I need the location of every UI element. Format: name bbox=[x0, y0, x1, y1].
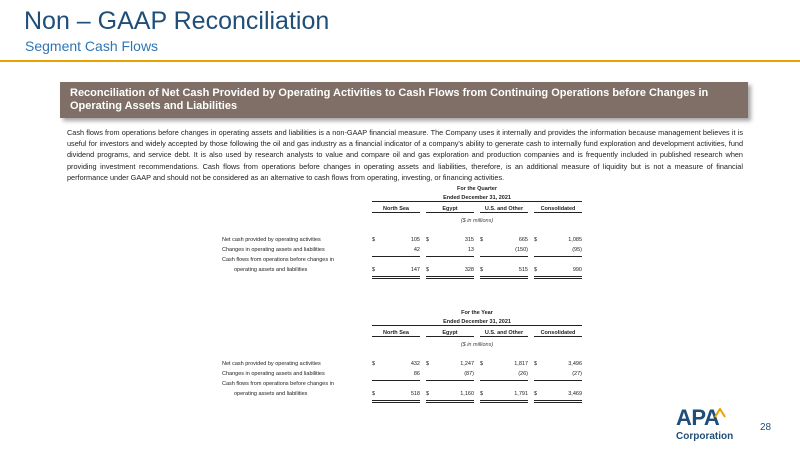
total-double-rule bbox=[534, 400, 582, 403]
quarter-period-line1: For the Quarter bbox=[456, 186, 498, 192]
units-note: ($ in millions) bbox=[460, 218, 494, 224]
section-banner-text: Reconciliation of Net Cash Provided by Operating Activities to Cash Flows from Continuing Operations before Changes in Operating Assets and Liabilities bbox=[70, 87, 709, 112]
total-double-rule bbox=[534, 276, 582, 279]
cell-value: 3,496 bbox=[568, 361, 582, 367]
column-header-consolidated: Consolidated bbox=[534, 206, 582, 213]
row-label: operating assets and liabilities bbox=[234, 267, 308, 273]
currency-symbol: $ bbox=[534, 361, 538, 367]
units-note: ($ in millions) bbox=[460, 342, 494, 348]
table-row bbox=[222, 381, 582, 391]
quarter-table bbox=[222, 186, 582, 286]
apa-logo bbox=[674, 405, 751, 448]
section-banner bbox=[60, 82, 748, 118]
currency-symbol: $ bbox=[426, 237, 430, 243]
currency-symbol: $ bbox=[534, 267, 538, 273]
table-row bbox=[222, 391, 582, 401]
column-header-egypt: Egypt bbox=[426, 206, 474, 213]
page-number: 28 bbox=[760, 422, 772, 433]
currency-symbol: $ bbox=[534, 391, 538, 397]
table-row bbox=[222, 257, 582, 267]
cell-value: 13 bbox=[467, 247, 474, 253]
row-label: operating assets and liabilities bbox=[234, 391, 308, 397]
cell-value: 1,791 bbox=[514, 391, 528, 397]
page-title: Non – GAAP Reconciliation bbox=[24, 7, 330, 35]
cell-value: 42 bbox=[413, 247, 420, 253]
currency-symbol: $ bbox=[372, 361, 376, 367]
cell-value: 105 bbox=[410, 237, 420, 243]
column-header-us-and-other: U.S. and Other bbox=[480, 206, 528, 213]
logo-corporation: Corporation bbox=[676, 431, 734, 442]
page-subtitle: Segment Cash Flows bbox=[25, 38, 159, 54]
cell-value: (87) bbox=[464, 371, 474, 377]
row-label: Cash flows from operations before changes in bbox=[222, 257, 334, 263]
cell-value: 990 bbox=[572, 267, 582, 273]
cell-value: (150) bbox=[515, 247, 528, 253]
currency-symbol: $ bbox=[480, 391, 484, 397]
currency-symbol: $ bbox=[372, 267, 376, 273]
cell-value: 147 bbox=[410, 267, 420, 273]
currency-symbol: $ bbox=[426, 391, 430, 397]
row-label: Changes in operating assets and liabilities bbox=[222, 371, 325, 377]
column-header-egypt: Egypt bbox=[426, 330, 474, 337]
table-row bbox=[222, 371, 582, 381]
column-header-north-sea: North Sea bbox=[372, 330, 420, 337]
currency-symbol: $ bbox=[534, 237, 538, 243]
cell-value: 1,160 bbox=[460, 391, 474, 397]
currency-symbol: $ bbox=[426, 361, 430, 367]
total-double-rule bbox=[426, 276, 474, 279]
row-label: Net cash provided by operating activities bbox=[222, 361, 321, 367]
quarter-period-line2: Ended December 31, 2021 bbox=[372, 195, 582, 202]
cell-value: 315 bbox=[464, 237, 474, 243]
currency-symbol: $ bbox=[426, 267, 430, 273]
table-row bbox=[222, 267, 582, 277]
currency-symbol: $ bbox=[480, 267, 484, 273]
cell-value: 518 bbox=[410, 391, 420, 397]
column-header-consolidated: Consolidated bbox=[534, 330, 582, 337]
total-double-rule bbox=[480, 276, 528, 279]
table-row bbox=[222, 247, 582, 257]
total-double-rule bbox=[426, 400, 474, 403]
logo-swoosh-icon bbox=[714, 408, 726, 418]
table-row bbox=[222, 237, 582, 247]
cell-value: (27) bbox=[572, 371, 582, 377]
row-label: Changes in operating assets and liabilities bbox=[222, 247, 325, 253]
cell-value: (95) bbox=[572, 247, 582, 253]
cell-value: 665 bbox=[518, 237, 528, 243]
total-double-rule bbox=[372, 400, 420, 403]
currency-symbol: $ bbox=[480, 237, 484, 243]
cell-value: 1,817 bbox=[514, 361, 528, 367]
logo-wordmark: APA bbox=[676, 405, 720, 430]
currency-symbol: $ bbox=[480, 361, 484, 367]
year-period-line1: For the Year bbox=[461, 310, 493, 316]
year-table bbox=[222, 310, 582, 410]
cell-value: 1,085 bbox=[568, 237, 582, 243]
table-row bbox=[222, 361, 582, 371]
currency-symbol: $ bbox=[372, 391, 376, 397]
cell-value: 1,247 bbox=[460, 361, 474, 367]
total-double-rule bbox=[480, 400, 528, 403]
definition-paragraph: Cash flows from operations before changes in operating assets and liabilities is a non-GAAP financial measure. The Company uses it internally and provides the information because management believes it is useful for investors and widely accepted by those following the oil and gas industry as a financial indicator of a company's ability to generate cash to internally fund exploration and development activities, fund dividend programs, and service debt. It is also used by research analysts to value and compare oil and gas exploration and production companies and is frequently included in published research when providing investment recommendations. Cash flows from operations before changes in operating assets and liabilities, therefore, is an additional measure of liquidity but is not a measure of financial performance under GAAP and should not be considered as an alternative to cash flows from operating, investing, or financing activities. bbox=[67, 128, 743, 182]
cell-value: (26) bbox=[518, 371, 528, 377]
row-label: Net cash provided by operating activities bbox=[222, 237, 321, 243]
column-header-north-sea: North Sea bbox=[372, 206, 420, 213]
cell-value: 3,469 bbox=[568, 391, 582, 397]
cell-value: 515 bbox=[518, 267, 528, 273]
cell-value: 432 bbox=[410, 361, 420, 367]
currency-symbol: $ bbox=[372, 237, 376, 243]
year-period-line2: Ended December 31, 2021 bbox=[372, 319, 582, 326]
header-rule bbox=[0, 60, 800, 62]
cell-value: 328 bbox=[464, 267, 474, 273]
row-label: Cash flows from operations before changes in bbox=[222, 381, 334, 387]
total-double-rule bbox=[372, 276, 420, 279]
column-header-us-and-other: U.S. and Other bbox=[480, 330, 528, 337]
cell-value: 86 bbox=[413, 371, 420, 377]
